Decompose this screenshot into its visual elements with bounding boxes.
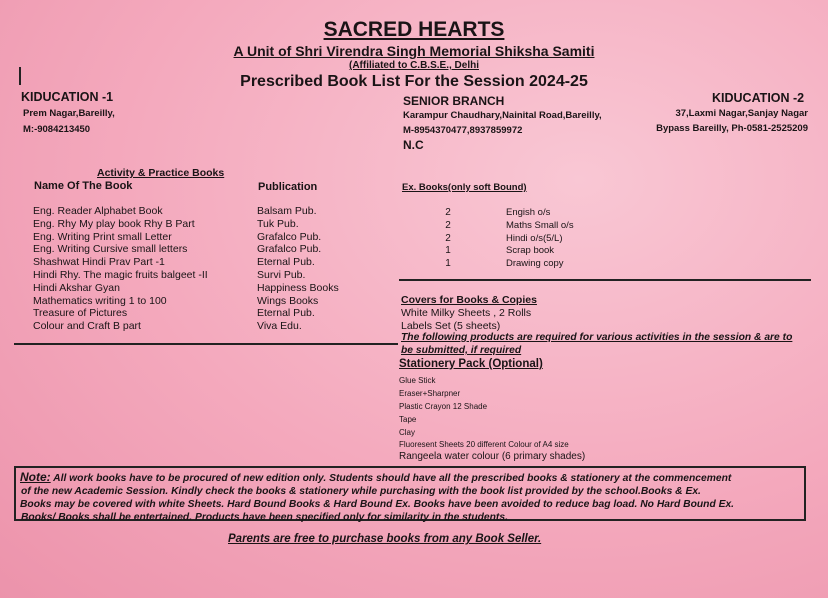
branch-right-address: 37,Laxmi Nagar,Sanjay Nagar	[675, 108, 808, 119]
book-publication: Eternal Pub.	[257, 307, 315, 320]
stationery-item: Fluoresent Sheets 20 different Colour of A4 size	[399, 440, 569, 449]
books-col-publication: Publication	[258, 181, 318, 193]
book-name: Eng. Writing Cursive small letters	[33, 243, 188, 256]
book-publication: Balsam Pub.	[257, 205, 317, 217]
ex-books-item-list	[506, 207, 574, 271]
class-label: N.C	[403, 138, 424, 152]
stationery-item: Clay	[399, 428, 416, 437]
stationery-item: Eraser+Sharpner	[399, 389, 461, 398]
activity-notice: The following products are required for various activities in the session & are to	[401, 332, 793, 343]
covers-title: Covers for Books & Copies	[401, 294, 537, 306]
book-name: Shashwat Hindi Prav Part -1	[33, 256, 165, 269]
note-box	[14, 466, 806, 521]
branch-right-phone: Bypass Bareilly, Ph-0581-2525209	[656, 123, 808, 134]
ex-book-item: Drawing copy	[506, 258, 564, 270]
covers-sheets: White Milky Sheets , 2 Rolls	[401, 307, 532, 319]
books-publication-list	[257, 205, 339, 333]
ex-books-title: Ex. Books(only soft Bound)	[402, 182, 527, 193]
activity-notice-cont: be submitted, if required	[401, 345, 522, 356]
book-publication: Happiness Books	[257, 281, 339, 294]
books-col-name: Name Of The Book	[34, 180, 133, 192]
stationery-item-last: Rangeela water colour (6 primary shades)	[399, 451, 586, 462]
ex-book-item: Scrap book	[506, 245, 555, 257]
affiliation: (Affiliated to C.B.S.E., Delhi	[348, 60, 479, 71]
book-name: Colour and Craft B part	[33, 320, 141, 333]
note-label: Note:	[20, 470, 51, 484]
book-publication: Grafalco Pub.	[257, 243, 322, 256]
ex-book-qty: 2	[445, 207, 451, 218]
branch-left-address: Prem Nagar,Bareilly,	[23, 108, 115, 119]
school-title: SACRED HEARTS	[323, 18, 505, 41]
stationery-item: Tape	[399, 415, 417, 424]
branch-right-name: KIDUCATION -2	[712, 91, 805, 105]
books-name-list	[33, 205, 208, 333]
stationery-item: Glue Stick	[399, 376, 436, 385]
book-name: Eng. Writing Print small Letter	[33, 230, 172, 243]
book-publication: Viva Edu.	[257, 320, 302, 333]
session-title: Prescribed Book List For the Session 2024-25	[240, 73, 588, 90]
book-name: Eng. Reader Alphabet Book	[33, 205, 163, 217]
stationery-item: Plastic Crayon 12 Shade	[399, 402, 488, 411]
book-publication: Grafalco Pub.	[257, 230, 322, 243]
book-publication: Tuk Pub.	[257, 217, 299, 230]
ex-book-item: Maths Small o/s	[506, 219, 574, 231]
covers-labels: Labels Set (5 sheets)	[401, 320, 501, 332]
branch-left-phone: M:-9084213450	[23, 124, 91, 135]
ex-books-qty-list	[444, 207, 452, 271]
branch-center-phone: M-8954370477,8937859972	[403, 125, 523, 136]
ex-book-qty: 2	[445, 219, 451, 231]
branch-center-address: Karampur Chaudhary,Nainital Road,Bareilly,	[403, 110, 602, 121]
book-publication: Wings Books	[257, 294, 319, 307]
ex-book-item: Engish o/s	[506, 207, 551, 218]
footer-note: Parents are free to purchase books from any Book Seller.	[228, 533, 542, 545]
ex-book-qty: 1	[445, 258, 451, 270]
note-line: All work books have to be procured of new edition only. Students should have all the prescribed books & stationery at the commencement	[50, 473, 732, 484]
book-publication: Survi Pub.	[257, 268, 306, 281]
books-section-title: Activity & Practice Books	[97, 167, 225, 179]
ex-book-qty: 2	[445, 232, 451, 244]
unit-subtitle: A Unit of Shri Virendra Singh Memorial Shiksha Samiti	[233, 43, 595, 59]
book-name: Eng. Rhy My play book Rhy B Part	[33, 217, 195, 230]
note-line: Books may be covered with white Sheets. Hard Bound Books & Hard Bound Ex. Books have been avoided to reduce bag load. No Hard Bound Ex.	[20, 499, 735, 510]
books-divider	[14, 343, 398, 345]
ex-book-qty: 1	[445, 245, 451, 257]
note-line: of the new Academic Session. Kindly check the books & stationery while purchasing with the book list provided by the school.Books & Ex.	[21, 486, 701, 497]
book-name: Hindi Rhy. The magic fruits balgeet -II	[33, 268, 208, 281]
ex-books-divider	[399, 279, 811, 281]
branch-left-name: KIDUCATION -1	[21, 90, 114, 104]
book-name: Hindi Akshar Gyan	[33, 281, 120, 294]
note-line: Books/ Books shall be entertained. Products have been specified only for similarity in the students.	[21, 512, 508, 523]
book-name: Treasure of Pictures	[33, 307, 128, 320]
branch-center-name: SENIOR BRANCH	[403, 94, 505, 108]
stationery-title: Stationery Pack (Optional)	[399, 358, 543, 370]
book-publication: Eternal Pub.	[257, 256, 315, 269]
ex-book-item: Hindi o/s(5/L)	[506, 232, 563, 244]
book-name: Mathematics writing 1 to 100	[33, 294, 167, 307]
